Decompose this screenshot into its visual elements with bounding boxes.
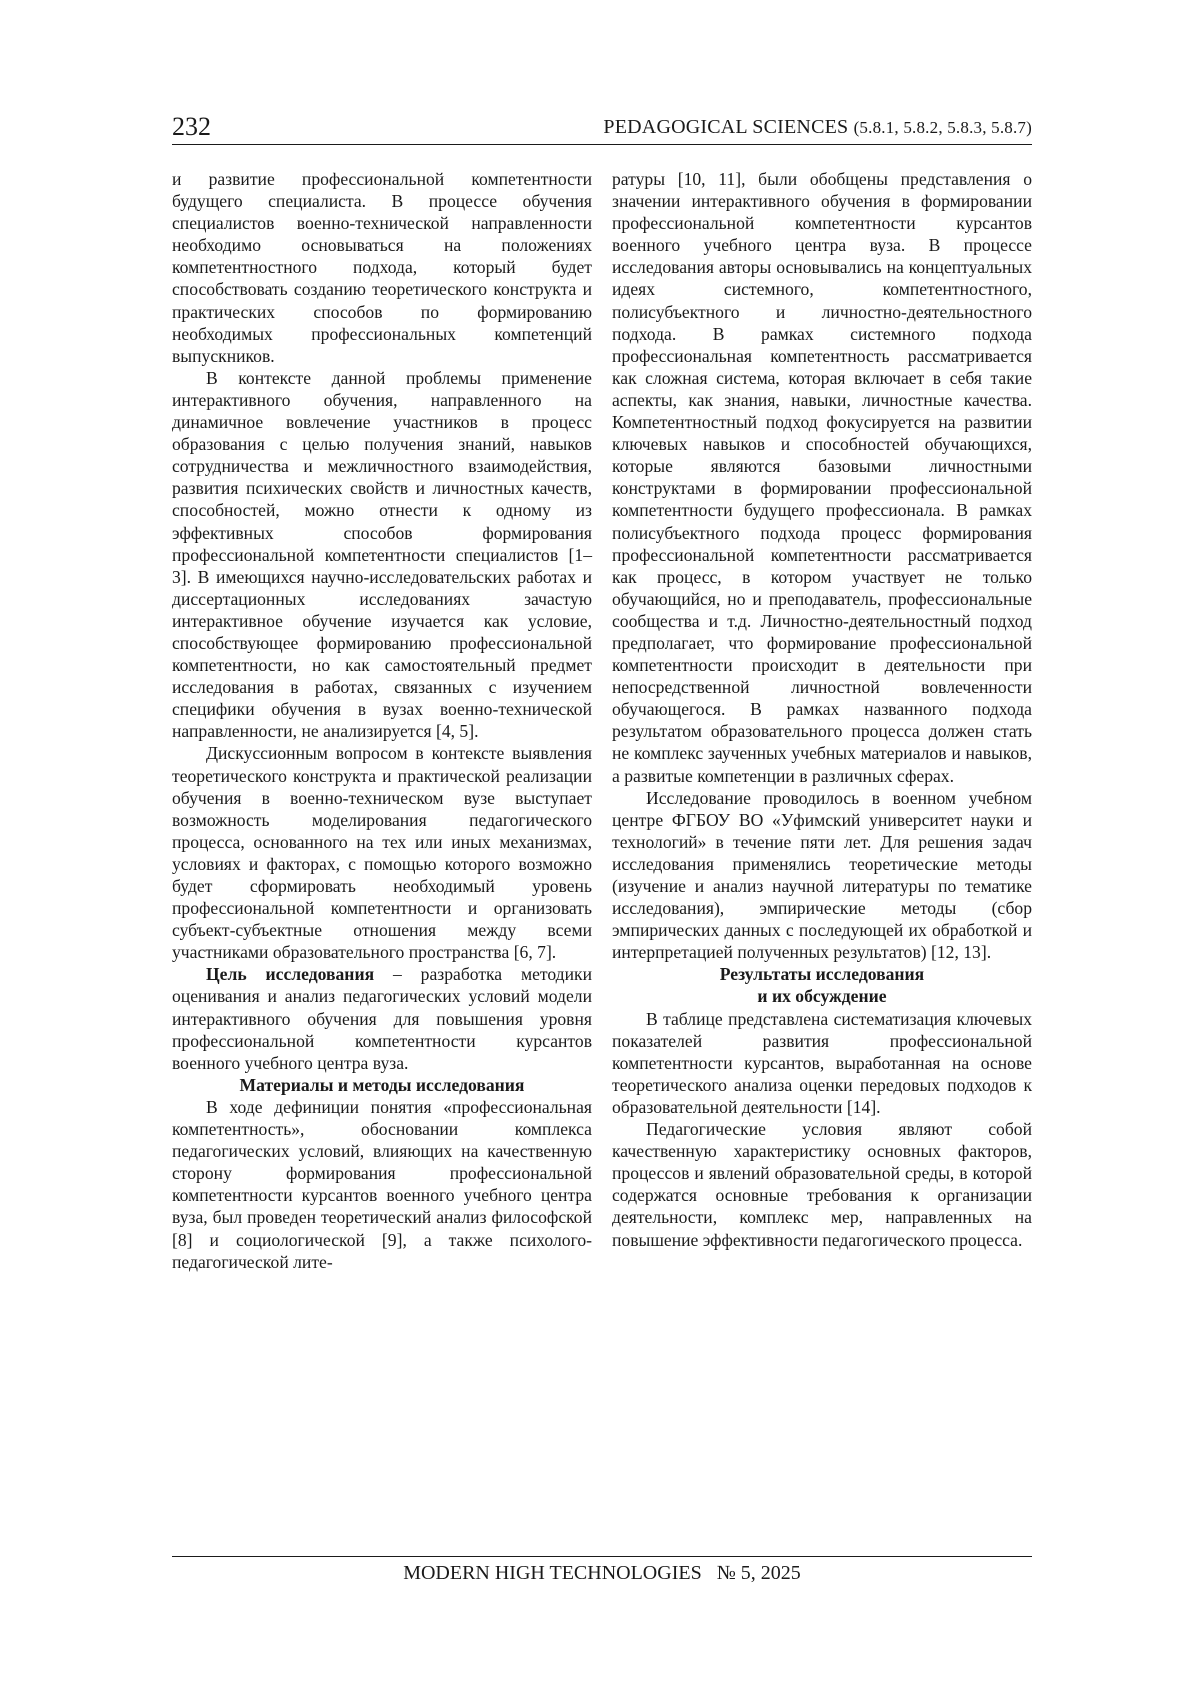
footer-rule bbox=[172, 1556, 1032, 1557]
paragraph-definition: В ходе дефиниции понятия «профессиональная компетентность», обосновании комплекса педагогических условий, влияющих на качественную сторону формирования профессиональной компетентности курсантов военного учебного центра вуза, был проведен теоретический анализ философской [8] и социологической [9], а также психолого-педагогической лите- bbox=[172, 1096, 592, 1272]
page-number: 232 bbox=[172, 112, 211, 141]
issue-number: № 5, 2025 bbox=[716, 1562, 801, 1584]
running-footer bbox=[172, 1560, 1032, 1586]
paragraph-study-setting: Исследование проводилось в военном учебном центре ФГБОУ ВО «Уфимский университет науки и технологий» в течение пяти лет. Для решения задач исследования применялись теоретические методы (изучение и анализ научной литературы по тематике исследования), эмпирические методы (сбор эмпирических данных с последующей их обработкой и интерпретацией полученных результатов) [12, 13]. bbox=[612, 787, 1032, 963]
journal-section-title bbox=[603, 114, 1032, 141]
paragraph-discussion: Дискуссионным вопросом в контексте выявления теоретического конструкта и практической реализации обучения в военно-техническом вузе выступает возможность моделирования педагогического процесса, основанного на тех или иных механизмах, условиях и факторах, с помощью которого возможно будет сформировать необходимый уровень профессиональной компетентности и организовать субъект-субъектные отношения между всеми участниками образовательного пространства [6, 7]. bbox=[172, 743, 592, 963]
paragraph-literature: ратуры [10, 11], были обобщены представления о значении интерактивного обучения в формировании профессиональной компетентности курсантов военного учебного центра вуза. В процессе исследования авторы основывались на концептуальных идеях системного, компетентностного, полисубъектного и личностно-деятельностного подхода. В рамках системного подхода профессиональная компетентность рассматривается как сложная система, которая включает в себя такие аспекты, как знания, навыки, личностные качества. Компетентностный подход фокусируется на развитии ключевых навыков и способностей обучающихся, которые являются базовыми личностными конструктами в формировании профессиональной компетентности будущего профессионала. В рамках полисубъектного подхода процесс формирования профессиональной компетентности рассматривается как процесс, в котором участвует не только обучающийся, но и преподаватель, профессиональные сообщества и т.д. Личностно-деятельностный подход предполагает, что формирование профессиональной компетентности происходит в деятельности при непосредственной личностной вовлеченности обучающегося. В рамках названного подхода результатом образовательного процесса должен стать не комплекс заученных учебных материалов и навыков, а развитые компетенции в различных сферах. bbox=[612, 169, 1032, 786]
journal-name: MODERN HIGH TECHNOLOGIES bbox=[403, 1562, 702, 1584]
section-heading-methods: Материалы и методы исследования bbox=[239, 1074, 525, 1095]
results-heading-line-1: Результаты исследования bbox=[719, 964, 925, 985]
paragraph-interactive-learning: В контексте данной проблемы применение интерактивного обучения, направленного на динамичное вовлечение участников в процесс образования с целью получения знаний, навыков сотрудничества и межличностного взаимодействия, развития психических свойств и личностных качеств, способностей, можно отнести к одному из эффективных способов формирования профессиональной компетентности специалистов [1–3]. В имеющихся научно-исследовательских работах и диссертационных исследованиях зачастую интерактивное обучение изучается как условие, способствующее формированию профессиональной компетентности, но как самостоятельный предмет исследования в работах, связанных с изучением специфики обучения в вузах военно-технической направленности, не анализируется [4, 5]. bbox=[172, 367, 592, 742]
left-column bbox=[172, 168, 592, 1273]
research-goal-lead: Цель исследования bbox=[206, 964, 375, 985]
running-header bbox=[172, 112, 1032, 142]
paragraph-pedagogical-conditions: Педагогические условия являют собой качественную характеристику основных факторов, процессов и явлений образовательной среды, в которой содержатся основные требования к организации деятельности, комплекс мер, направленных на повышение эффективности педагогического процесса. bbox=[612, 1119, 1032, 1250]
paragraph-continuation: и развитие профессиональной компетентности будущего специалиста. В процессе обучения специалистов военно-технической направленности необходимо основываться на положениях компетентностного подхода, который будет способствовать созданию теоретического конструкта и практических способов по формированию необходимых профессиональных компетенций выпускников. bbox=[172, 169, 592, 366]
right-column bbox=[612, 168, 1032, 1251]
header-rule bbox=[172, 144, 1032, 145]
section-codes: (5.8.1, 5.8.2, 5.8.3, 5.8.7) bbox=[853, 118, 1032, 137]
paragraph-table-intro: В таблице представлена систематизация ключевых показателей развития профессиональной компетентности курсантов, выработанная на основе теоретического анализа оценки передовых подходов к образовательной деятельности [14]. bbox=[612, 1008, 1032, 1117]
paragraph-research-goal bbox=[172, 963, 592, 1073]
research-goal-text: – разработка методики оценивания и анализ педагогических условий модели интерактивного обучения для повышения уровня профессиональной компетентности курсантов военного учебного центра вуза. bbox=[172, 964, 593, 1073]
section-name: PEDAGOGICAL SCIENCES bbox=[603, 116, 849, 138]
results-heading-line-2: и их обсуждение bbox=[757, 986, 887, 1007]
section-heading-results bbox=[612, 963, 1032, 1007]
